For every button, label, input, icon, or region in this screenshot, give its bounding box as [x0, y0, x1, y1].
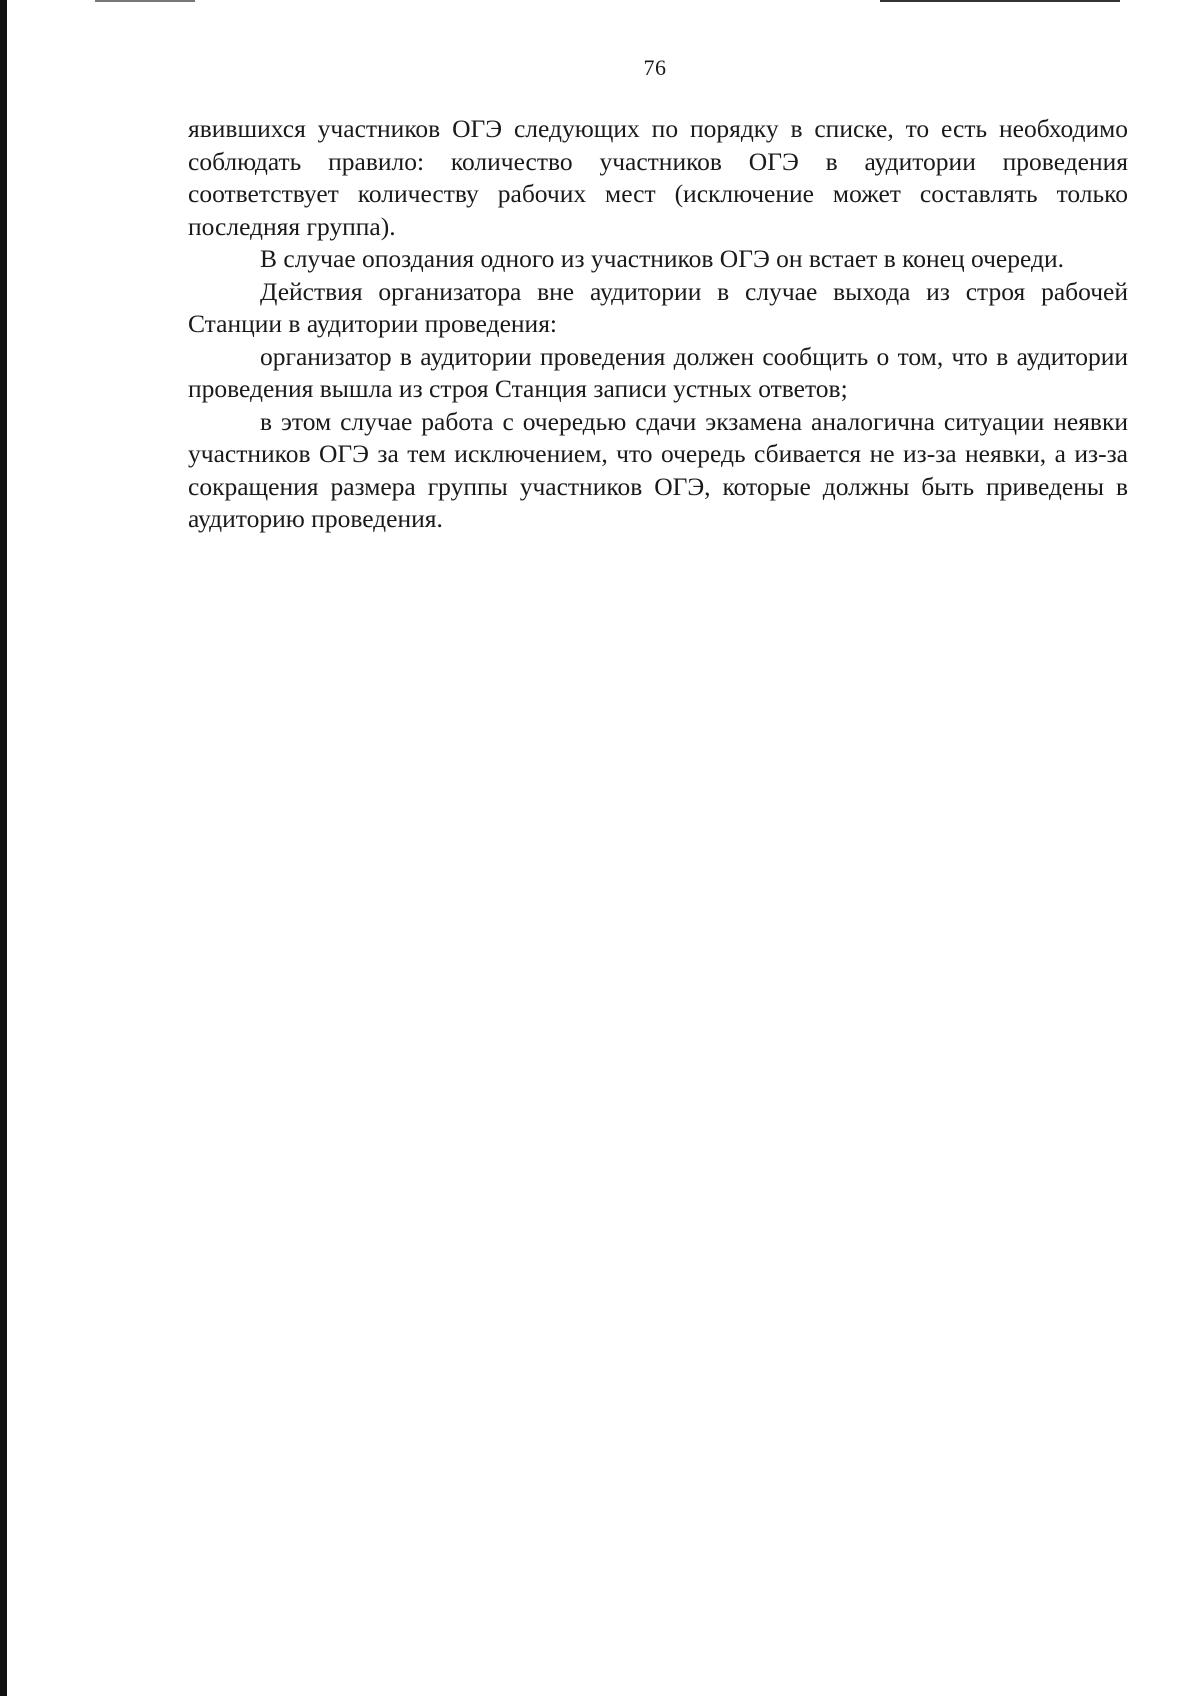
paragraph-organizer-actions: Действия организатора вне аудитории в случае выхода из строя рабочей Станции в аудитории проведения:: [188, 276, 1128, 338]
scan-border-top-right: [880, 0, 1120, 2]
paragraph-late-participant: В случае опоздания одного из участников ОГЭ он встает в конец очереди.: [260, 244, 1064, 273]
paragraph-queue-handling: в этом случае работа с очередью сдачи экзамена аналогична ситуации неявки участников ОГЭ за тем исключением, что очередь сбивается не из-за неявки, а из-за сокращения размера группы участников ОГЭ, которые должны быть приведены в аудиторию проведения.: [188, 406, 1128, 533]
scan-border-top-left: [95, 0, 195, 2]
document-body: [188, 113, 1128, 536]
paragraph-continuation: явившихся участников ОГЭ следующих по порядку в списке, то есть необходимо соблюдать правило: количество участников ОГЭ в аудитории проведения соответствует количеству рабочих мест (исключение может составлять только последняя группа).: [188, 114, 1128, 241]
paragraph-report-failure: организатор в аудитории проведения должен сообщить о том, что в аудитории проведения вышла из строя Станция записи устных ответов;: [188, 341, 1128, 403]
page-number: 76: [643, 55, 667, 80]
scan-border-left: [0, 0, 7, 1696]
